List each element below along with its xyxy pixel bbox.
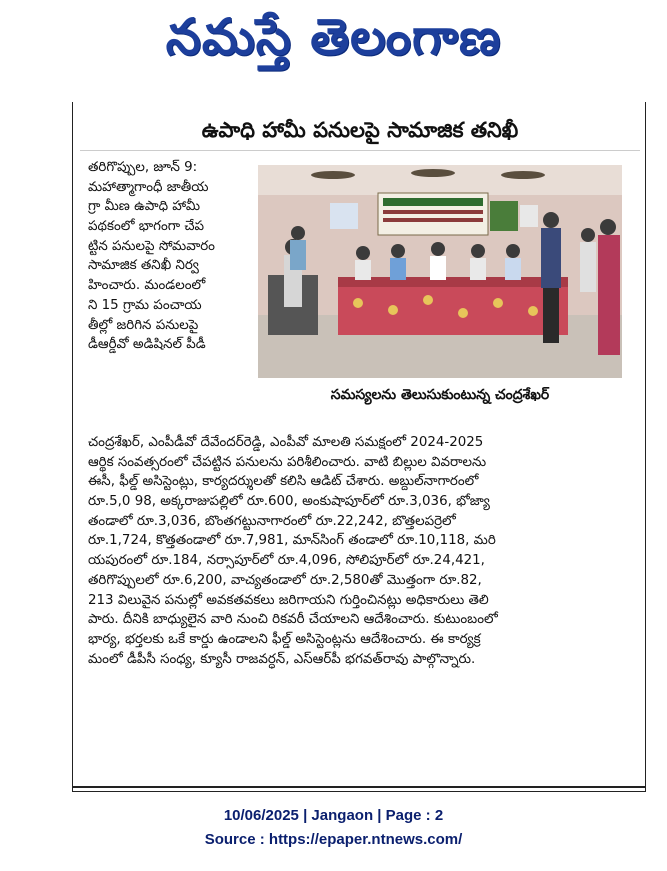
body-line: సామాజిక తనిఖీ నిర్వ — [88, 258, 199, 274]
body-line: మహాత్మాగాంధీ జాతీయ — [88, 179, 209, 195]
meeting-photo-illustration — [258, 165, 622, 378]
body-line: హించారు. మండలంలో — [88, 278, 206, 294]
body-line: తీల్లో జరిగిన పనులపై — [88, 317, 199, 333]
body-line: ట్టిన పనులపై సోమవారం — [88, 238, 215, 254]
body-line: మంలో డీపీసీ సంధ్య, క్యూసీ రాజవర్ధన్, ఎస్ఆర్‌పీ భగవత్‌రావు పాల్గొన్నారు. — [88, 651, 476, 667]
body-line: ఆర్థిక సంవత్సరంలో చేపట్టిన పనులను పరిశీలించారు. వాటి బిల్లుల వివరాలను — [88, 454, 487, 470]
body-line: పథకంలో భాగంగా చేప — [88, 219, 205, 235]
body-line: యపురంలో రూ.184, నర్సాపూర్‌లో రూ.4,096, సోలిపూర్‌లో రూ.24,421, — [88, 553, 485, 569]
body-line: పారు. దీనికి బాధ్యులైన వారి నుంచి రికవరీ చేయాలని ఆదేశించారు. కుటుంబంలో — [88, 612, 498, 628]
article-body-wide-column — [88, 433, 638, 669]
body-line: తరిగొప్పుల, జూన్ 9: — [88, 160, 198, 175]
body-line: ఈసీ, ఫీల్డ్ అసిస్టెంట్లు, కార్యదర్శులతో కలిసి ఆడిట్ చేశారు. అబ్దుల్‌నాగారంలో — [88, 474, 479, 490]
body-line: రూ.1,724, కొత్తతండాలో రూ.7,981, మాన్‌సింగ్ తండాలో రూ.10,118, మరి — [88, 533, 496, 549]
photo-caption: సమస్యలను తెలుసుకుంటున్న చంద్రశేఖర్ — [330, 387, 550, 403]
newspaper-masthead: నమస్తే తెలంగాణ — [165, 8, 502, 66]
body-line: రూ.5,0 98, అక్కరాజుపల్లిలో రూ.600, అంకుషాపూర్‌లో రూ.3,036, భోజ్యా — [88, 494, 490, 510]
body-line: చంద్రశేఖర్, ఎంపీడీవో దేవేందర్‌రెడ్డి, ఎంపీవో మాలతి సమక్షంలో 2024-2025 — [88, 435, 484, 450]
body-line: తండాలో రూ.3,036, బొంతగట్టునాగారంలో రూ.22,242, బొత్తలపర్రెలో — [88, 513, 456, 529]
body-line: 213 విలువైన పనుల్లో అవకతవకలు జరిగాయని గుర్తించినట్లు అధికారులు తెలి — [88, 592, 489, 608]
footer-date-line: 10/06/2025 | Jangaon | Page : 2 — [223, 807, 444, 824]
body-line: గ్రా మీణ ఉపాధి హామీ — [88, 199, 201, 215]
body-line: తరిగొప్పులలో రూ.6,200, వాచ్యతండాలో రూ.2,580తో మొత్తంగా రూ.82, — [88, 572, 482, 588]
body-line: డీఆర్డీవో అడిషినల్ పీడీ — [88, 337, 206, 353]
article-photo — [258, 165, 622, 378]
footer-source-line: Source : https://epaper.ntnews.com/ — [204, 831, 463, 848]
article-body-narrow-column — [88, 158, 248, 355]
article-headline: ఉపాధి హామీ పనులపై సామాజిక తనిఖీ — [80, 110, 640, 151]
body-line: ని 15 గ్రామ పంచాయ — [88, 297, 202, 313]
body-line: భార్య, భర్తలకు ఒకే కార్డు ఉండాలని ఫీల్డ్ అసిస్టెంట్లను ఆదేశించారు. ఈ కార్యక్ర — [88, 631, 481, 647]
frame-bottom-rule — [73, 786, 645, 788]
